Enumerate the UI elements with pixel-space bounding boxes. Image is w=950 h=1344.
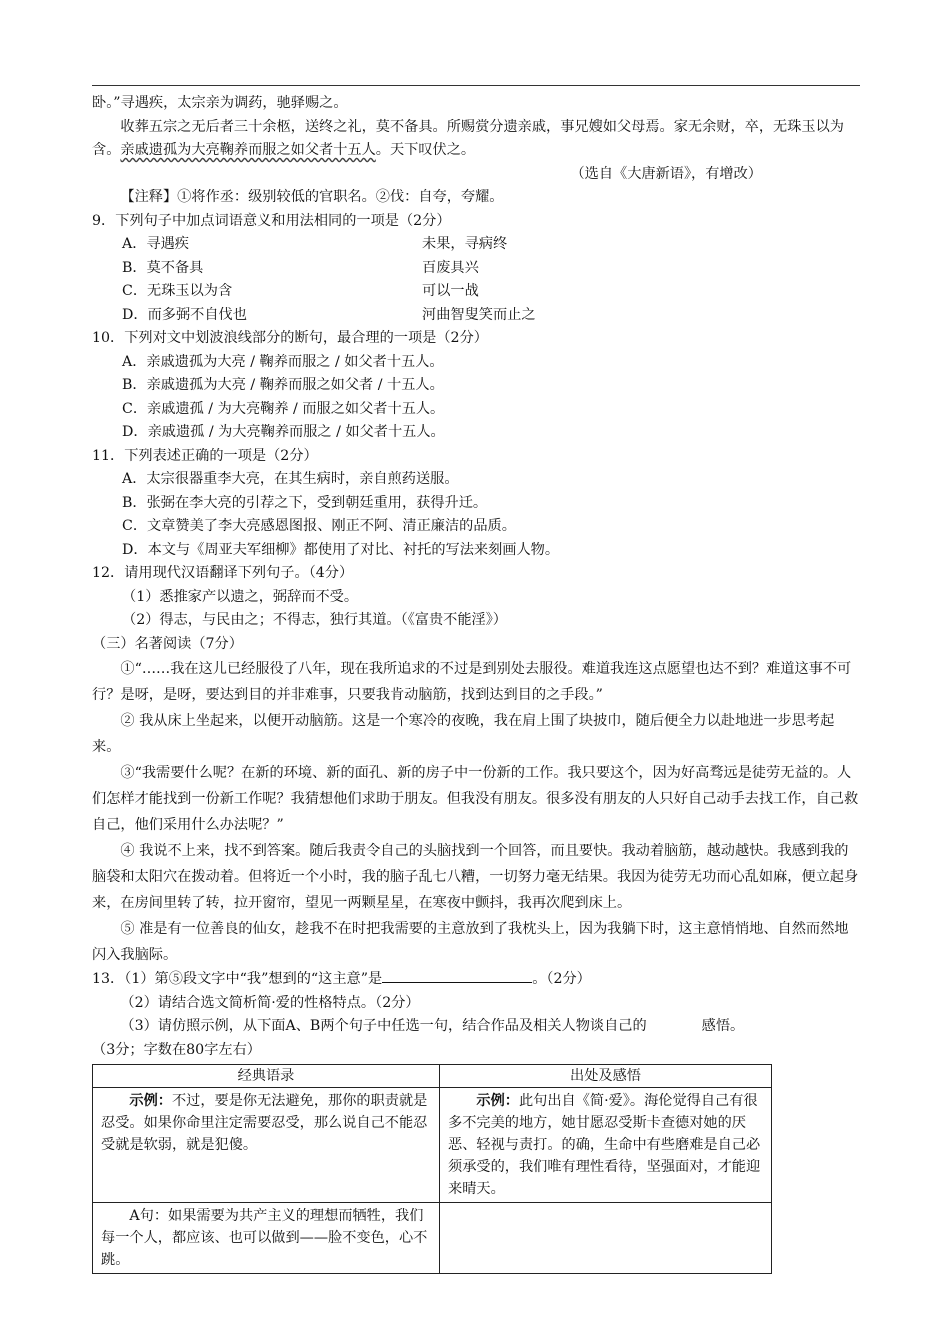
q12-sentence-2: （2）得志，与民由之；不得志，独行其道。（《富贵不能淫》） — [122, 612, 507, 628]
question-13-note: （3分；字数在80字左右） — [92, 1041, 261, 1058]
question-13-part-2: （2）请结合选文简析简·爱的性格特点。（2分） — [120, 994, 420, 1011]
passage-source: （选自《大唐新语》，有增改） — [570, 165, 762, 182]
q10-option-b: B．亲戚遗孤为大亮 / 鞠养而服之如父者 / 十五人。 — [122, 377, 444, 393]
question-13-part-1: 13．（1）第⑤段文字中“我”想到的“这主意”是 。（2分） — [92, 968, 862, 992]
q11-option-b: B．张弼在李大亮的引荐之下，受到朝廷重用，获得升迁。 — [122, 494, 488, 511]
excerpt-paragraph-2: ② 我从床上坐起来，以便开动脑筋。这是一个寒冷的夜晚，我在肩上围了块披巾，随后便全力以赴地进一步思考起来。 — [92, 713, 835, 755]
q11-option-a: A．太宗很器重李大亮，在其生病时，亲自煎药送服。 — [122, 471, 459, 487]
q11-option-c: C．文章赞美了李大亮感恩图报、刚正不阿、清正廉洁的品质。 — [122, 518, 516, 534]
excerpt-paragraph-4: ④ 我说不上来，找不到答案。随后我责令自己的头脑找到一个回答，而且要快。我动着脑筋，越动越快。我感到我的脑袋和太阳穴在拨动着。但将近一个小时，我的脑子乱七八糟，一切努力毫无结果。我因为徒劳无功而心乱如麻，便立起身来，在房间里转了转，拉开窗帘，望见一两颗星星，在寒夜中颤抖，我再次爬到床上。 — [92, 843, 859, 911]
q10-option-c: C．亲戚遗孤 / 为大亮鞠养 / 而服之如父者十五人。 — [122, 400, 445, 417]
table-header: 出处及感悟 — [440, 1065, 772, 1088]
q9-option-d: D．而多弼不自伐也 河曲智叟笑而止之 — [122, 306, 536, 323]
table-row — [93, 1088, 772, 1203]
question-11: 11．下列表述正确的一项是（2分） — [92, 447, 318, 464]
q9-option-a: A．寻遇疾 未果，寻病终 — [122, 236, 508, 252]
header-rule — [92, 85, 860, 86]
excerpt-paragraph-3: ③“我需要什么呢？在新的环境、新的面孔、新的房子中一份新的工作。我只要这个，因为好高骛远是徒劳无益的。人们怎样才能找到一份新工作呢？我猜想他们求助于朋友。但我没有朋友。很多没有朋友的人只好自己动手去找工作，自己救自己，他们采用什么办法呢？” — [92, 765, 859, 833]
passage-paragraph: 收葬五宗之无后者三十余柩，送终之礼，莫不备具。所赐赏分遗亲戚，事兄嫂如父母焉。家无余财，卒，无珠玉以为含。亲戚遗孤为大亮鞠养而服之如父者十五人。天下叹伏之。 — [92, 118, 844, 158]
table-cell: 示例：此句出自《简·爱》。海伦觉得自己有很多不完美的地方，她甘愿忍受斯卡查德对她的厌恶、轻视与责打。的确，生命中有些磨难是自己必须承受的，我们唯有理性看待，坚强面对，才能迎来晴天。 — [440, 1088, 772, 1203]
table-cell: 示例：不过，要是你无法避免，那你的职责就是忍受。如果你命里注定需要忍受，那么说自己不能忍受就是软弱，就是犯傻。 — [93, 1088, 440, 1203]
q9-option-b: B．莫不备具 百废具兴 — [122, 259, 479, 276]
passage-notes: 【注释】①将作丞：级别较低的官职名。②伐：自夸，夸耀。 — [120, 189, 504, 205]
wavy-underlined-sentence: 亲戚遗孤为大亮鞠养而服之如父者十五人 — [120, 142, 376, 158]
answer-table — [92, 1064, 772, 1274]
q11-option-d: D．本文与《周亚夫军细柳》都使用了对比、衬托的写法来刻画人物。 — [122, 541, 560, 558]
question-12: 12．请用现代汉语翻译下列句子。（4分） — [92, 565, 354, 581]
passage-line: 卧。”寻遇疾，太宗亲为调药，驰驿赐之。 — [92, 95, 348, 111]
excerpt-paragraph-1: ①“……我在这儿已经服役了八年，现在我所追求的不过是到别处去服役。难道我连这点愿望也达不到？难道这事不可行？是呀，是呀，要达到目的并非难事，只要我肯动脑筋，找到达到目的之手段。” — [92, 661, 852, 703]
table-header: 经典语录 — [93, 1065, 440, 1088]
excerpt-paragraph-5: ⑤ 准是有一位善良的仙女，趁我不在时把我需要的主意放到了我枕头上，因为我躺下时，这主意悄悄地、自然而然地闪入我脑际。 — [92, 921, 849, 963]
question-9: 9．下列句子中加点词语意义和用法相同的一项是（2分） — [92, 212, 451, 229]
table-header-row — [93, 1065, 772, 1088]
section-heading: （三）名著阅读（7分） — [92, 635, 243, 652]
question-13-part-3: （3）请仿照示例，从下面A、B两个句子中任选一句，结合作品及相关人物谈自己的 感悟。 — [120, 1018, 745, 1034]
page-content — [92, 92, 862, 1274]
answer-blank[interactable] — [382, 968, 532, 983]
q12-sentence-1: （1）悉推家产以遗之，弼辞而不受。 — [122, 588, 359, 605]
reading-excerpt — [92, 656, 862, 968]
q10-option-a: A．亲戚遗孤为大亮 / 鞠养而服之 / 如父者十五人。 — [122, 353, 444, 370]
answer-cell[interactable] — [440, 1203, 772, 1274]
q10-option-d: D．亲戚遗孤 / 为大亮鞠养而服之 / 如父者十五人。 — [122, 424, 445, 440]
question-10: 10．下列对文中划波浪线部分的断句，最合理的一项是（2分） — [92, 330, 488, 346]
q9-option-c: C．无珠玉以为含 可以一战 — [122, 283, 479, 299]
table-row — [93, 1203, 772, 1274]
table-cell: A句：如果需要为共产主义的理想而牺牲，我们每一个人，都应该、也可以做到——脸不变色，心不跳。 — [93, 1203, 440, 1274]
